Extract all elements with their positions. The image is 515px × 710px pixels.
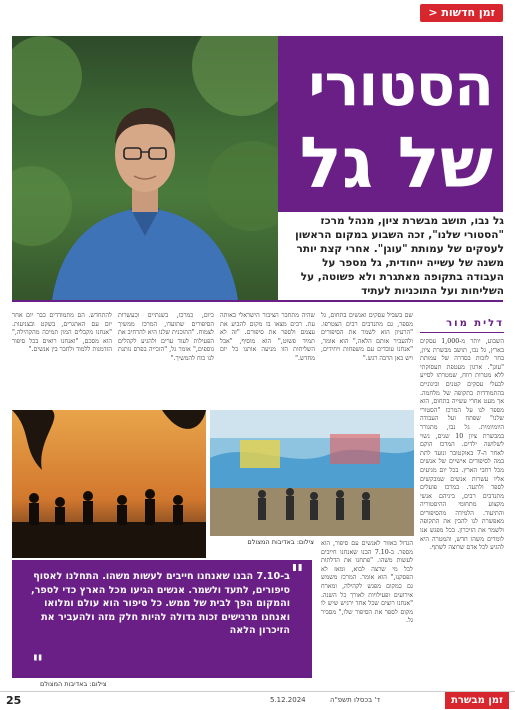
quote-open-icon: " bbox=[290, 560, 304, 590]
divider bbox=[12, 300, 503, 302]
body-column-3: שהיה מתחבר הציבור הישראלי באותה עת. רבים מצאו בו מקום להביע את עצמם ולספר את סיפורם. "זה לא תמיד פשוט," הוא מוסיף, "אבל השליחות הזו מניעה אותנו כל יום מחדש." bbox=[220, 312, 315, 362]
hero-photo bbox=[12, 36, 278, 300]
headline-line2: של גל bbox=[299, 122, 493, 204]
page-number: 25 bbox=[6, 694, 22, 707]
footer-date: 5.12.2024 bbox=[270, 696, 306, 704]
section-tag[interactable]: זמן חדשות < bbox=[420, 4, 503, 22]
lead-paragraph: גל נבו, תושב מבשרת ציון, מנהל מרכז "הסטורי שלנו", זכה השבוע במקום הראשון לעסקים של עמותת "עוגן". אחרי קצת יותר משנה של עשייה ייחודית, גל מספר על העבודה בתקופה מאתגרת ולא פשוטה, על השליחות ועל התוכניות לעתיד bbox=[295, 215, 504, 297]
sunset-illustration bbox=[12, 410, 206, 558]
footer-hebrew-date: ד' בכסלו תשפ"ה bbox=[330, 696, 381, 704]
headline-line1: הסטורי bbox=[308, 51, 493, 119]
section-header bbox=[0, 0, 515, 26]
body-column-4: כיום, כמרכז, בשנתיים וכעשרות הסיפורים שתועדו, המרכז ממשיך לצמוח. "התוכנית שלנו היא להרחיב את הפעילות לעוד ערים ולהגיע לקהלים נוספים," אומר גל, "הזכייה בפרס נותנת לנו כוח להמשיך." bbox=[118, 312, 214, 362]
sunset-photo bbox=[12, 410, 206, 558]
publication-brand[interactable]: זמן מבשרת bbox=[445, 692, 509, 709]
group-illustration bbox=[210, 410, 414, 536]
headline-box bbox=[278, 36, 503, 212]
body-column-6: הגדול באזור לאנשים עם סיפור, הוא מספר. ב-7.10 הבנו שאנחנו חייבים לעשות משהו. "פתחנו את הדלתות לכל מי שרצה לבוא, ומאז לא הפסקנו," הוא אומר. המרכז משמש גם כמקום מפגש לקהילה, ומארח אירועים ופעילויות לאורך כל השנה. "אנחנו רוצים שכל אחד ירגיש שיש לו מקום לספר את הסיפור שלו," מסביר גל. bbox=[321, 540, 413, 625]
portrait-illustration bbox=[12, 36, 278, 300]
byline-rule bbox=[420, 332, 504, 333]
body-column-5: להתחדש. הם מתמודדים כבר יום אחר יום עם האתגרים, בשקט ובצניעות. "אנחנו מקבלים המון תמיכה מהקהילה," הוא מסכם, "ואנחנו רואים בכל סיפור הזדמנות ללמוד ולחבר בין אנשים." bbox=[12, 312, 112, 354]
photo-credit-2: צילום: באדיבות המצולם bbox=[247, 538, 314, 546]
body-column-1: השבוע, יותר מ-1,000 עסקים בארץ, גל נבו, תושב מבשרת ציון, בחר לזכות בסדרה של עמותת "עוגן". ארגון מעטפת תעסוקתי ללא מטרות רווח, שמטרתו לסייע לבעלי עסקים קטנים ובינוניים בהתמודדות בתקופה של מלחמה. אך מעט אחרי עשייה בתחום, הוא מספר לנו על המרכז "הסטורי שלנו" שפתח ועל העבודה היומיומית. גל נבו, מתגורר במבשרת ציון 10 שנים, נשוי לשלושה ילדים. המרכז הוקם לאחר ה-7 באוקטובר ונועד לתת במה לסיפורים אישיים של אנשים מכל רחבי הארץ. בכל יום מגיעים אליו עשרות אנשים שמבקשים לספר ולתעד. במרכז פועלים מתנדבים רבים, ביניהם אנשי מקצוע מתחומי ההיסטוריה והתיעוד. הלמידה מהסיפורים מאפשרת לנו להבין את התקופה ולשמר את הזיכרון. בכל מפגש אנו לומדים משהו חדש, והמטרה היא להגיע לכל אדם שרוצה לשתף. bbox=[420, 338, 504, 552]
photo-credit-1: צילום: באדיבות המצולם bbox=[40, 680, 107, 688]
group-photo bbox=[210, 410, 414, 536]
byline: דלית מור bbox=[446, 318, 504, 329]
body-column-2: שם בשביל עסקים ואנשים בתחום, גל מספר, גם מתנדבים רבים הצטרפו. "הרעיון הוא לשמר את הסיפורים ולהעביר אותם הלאה," הוא אומר, "אנחנו עובדים עם משפחות ויחידים, ויש כאן הרבה רגש." bbox=[321, 312, 413, 362]
pull-quote-text: ב-7.10 הבנו שאנחנו חייבים לעשות משהו. התחלנו לאסוף סיפורים, לתעד ולשמר. אנשים הגיעו מכל הארץ כדי לספר, והמקום הפך לבית של ממש. כל סיפור הוא עולם ומלואו ואנחנו מרגישים זכות גדולה להיות חלק מזה ולהעביר את הזיכרון הלאה bbox=[30, 571, 290, 636]
page-footer bbox=[0, 691, 515, 710]
pull-quote bbox=[12, 560, 312, 678]
quote-close-icon: " bbox=[32, 652, 44, 677]
